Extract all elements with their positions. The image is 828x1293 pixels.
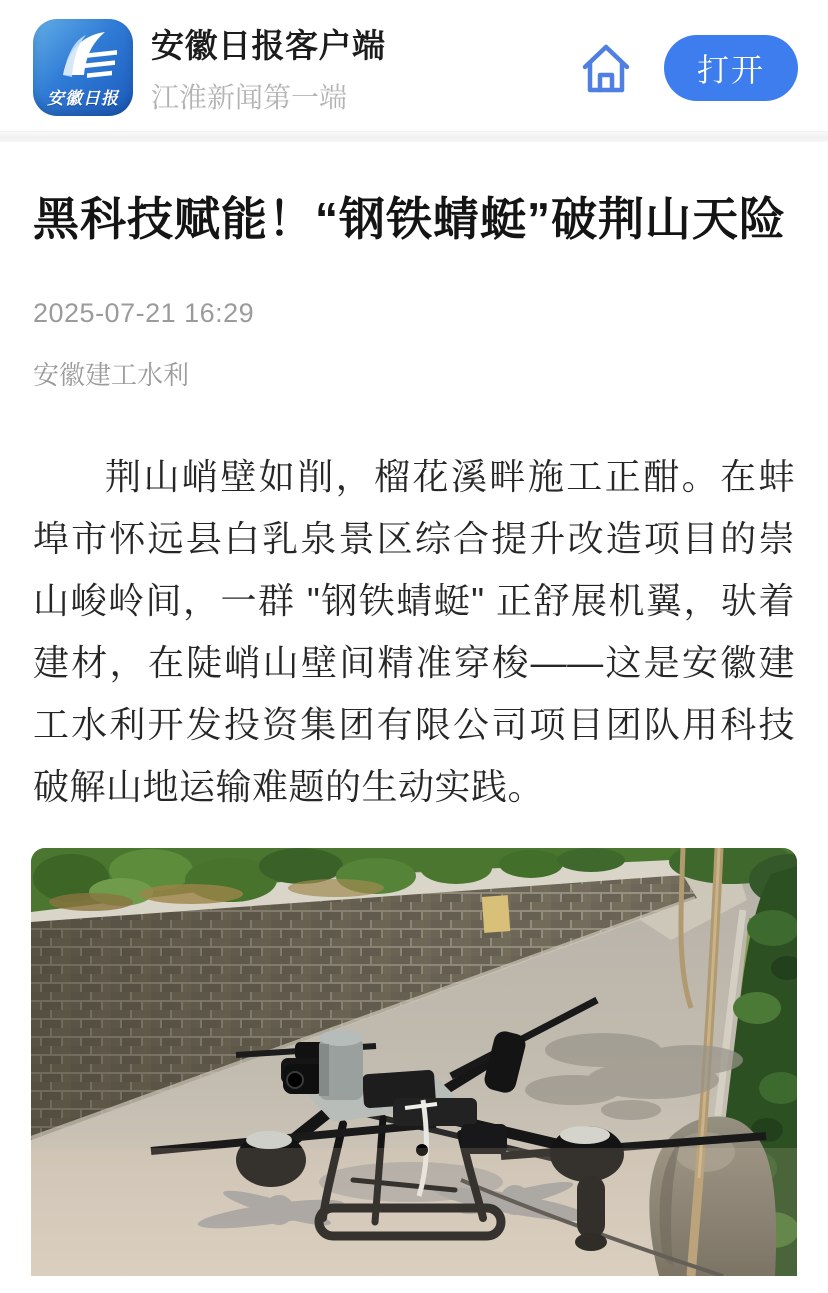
app-banner-text (151, 20, 386, 116)
publish-date: 2025-07-21 16:29 (33, 298, 255, 328)
article (0, 184, 828, 818)
photo-illustration (31, 848, 797, 1276)
open-app-button[interactable]: 打开 (664, 35, 798, 101)
home-button[interactable] (578, 40, 634, 96)
article-title: 黑科技赋能！“钢铁蜻蜓”破荆山天险 (33, 193, 786, 245)
drone-on-mountain-road-photo[interactable] (31, 848, 797, 1276)
app-tagline: 江淮新闻第一端 (151, 81, 348, 113)
article-paragraph: 荆山峭壁如削，榴花溪畔施工正酣。在蚌埠市怀远县白乳泉景区综合提升改造项目的崇山峻岭间，一群 "钢铁蜻蜓" 正舒展机翼，驮着建材，在陡峭山壁间精准穿梭——这是安徽建工水利开发投资集团有限公司项目团队用科技破解山地运输难题的生动实践。 (33, 456, 795, 807)
app-name: 安徽日报客户端 (151, 26, 386, 64)
app-logo[interactable] (33, 19, 133, 116)
app-logo-label: 安徽日报 (47, 89, 119, 108)
header-divider (0, 131, 828, 142)
home-icon (579, 40, 633, 96)
app-banner (0, 0, 828, 131)
article-source: 安徽建工水利 (33, 360, 190, 390)
